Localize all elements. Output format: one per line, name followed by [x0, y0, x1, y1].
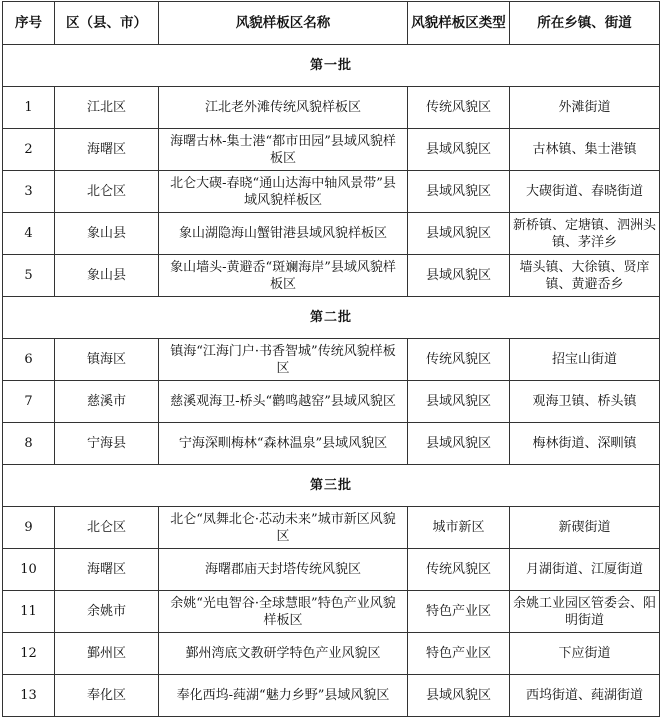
cell-district: 慈溪市	[55, 381, 159, 423]
cell-zone-type: 特色产业区	[408, 633, 510, 675]
cell-no: 12	[3, 633, 55, 675]
header-no: 序号	[3, 2, 55, 45]
table-row	[3, 87, 660, 129]
cell-no: 9	[3, 507, 55, 549]
cell-no: 2	[3, 129, 55, 171]
cell-town: 外滩街道	[510, 87, 660, 129]
cell-town: 墙头镇、大徐镇、贤庠镇、黄避岙乡	[510, 255, 660, 297]
cell-district: 北仑区	[55, 171, 159, 213]
cell-no: 5	[3, 255, 55, 297]
cell-town: 新桥镇、定塘镇、泗洲头镇、茅洋乡	[510, 213, 660, 255]
table-row	[3, 507, 660, 549]
cell-no: 3	[3, 171, 55, 213]
cell-no: 6	[3, 339, 55, 381]
table-row	[3, 213, 660, 255]
header-zone-type: 风貌样板区类型	[408, 2, 510, 45]
cell-district: 江北区	[55, 87, 159, 129]
cell-town: 西坞街道、莼湖街道	[510, 675, 660, 717]
cell-town: 余姚工业园区管委会、阳明街道	[510, 591, 660, 633]
batch-title: 第二批	[3, 297, 660, 339]
batch-row	[3, 465, 660, 507]
header-zone-name: 风貌样板区名称	[159, 2, 408, 45]
cell-zone-type: 县域风貌区	[408, 381, 510, 423]
header-town: 所在乡镇、街道	[510, 2, 660, 45]
cell-district: 象山县	[55, 213, 159, 255]
cell-zone-name: 北仑大碶-春晓“通山达海中轴风景带”县域风貌样板区	[159, 171, 408, 213]
cell-district: 海曙区	[55, 129, 159, 171]
cell-zone-type: 传统风貌区	[408, 87, 510, 129]
demonstration-zone-table	[2, 1, 660, 717]
cell-zone-name: 慈溪观海卫-桥头“鹳鸣越窑”县域风貌区	[159, 381, 408, 423]
cell-zone-name: 余姚“光电智谷·全球慧眼”特色产业风貌样板区	[159, 591, 408, 633]
cell-zone-name: 宁海深甽梅林“森林温泉”县域风貌区	[159, 423, 408, 465]
cell-district: 镇海区	[55, 339, 159, 381]
cell-zone-type: 县域风貌区	[408, 675, 510, 717]
cell-zone-type: 县域风貌区	[408, 423, 510, 465]
cell-town: 观海卫镇、桥头镇	[510, 381, 660, 423]
cell-zone-name: 镇海“江海门户·书香智城”传统风貌样板区	[159, 339, 408, 381]
cell-town: 招宝山街道	[510, 339, 660, 381]
cell-zone-type: 城市新区	[408, 507, 510, 549]
table-row	[3, 549, 660, 591]
cell-zone-type: 特色产业区	[408, 591, 510, 633]
cell-town: 月湖街道、江厦街道	[510, 549, 660, 591]
cell-district: 北仑区	[55, 507, 159, 549]
batch-title: 第一批	[3, 45, 660, 87]
table-row	[3, 129, 660, 171]
cell-no: 7	[3, 381, 55, 423]
cell-town: 梅林街道、深甽镇	[510, 423, 660, 465]
cell-no: 8	[3, 423, 55, 465]
table-row	[3, 591, 660, 633]
cell-district: 海曙区	[55, 549, 159, 591]
cell-zone-type: 县域风貌区	[408, 171, 510, 213]
cell-zone-type: 县域风貌区	[408, 129, 510, 171]
batch-row	[3, 297, 660, 339]
cell-town: 大碶街道、春晓街道	[510, 171, 660, 213]
cell-zone-type: 县域风貌区	[408, 255, 510, 297]
cell-town: 下应街道	[510, 633, 660, 675]
batch-title: 第三批	[3, 465, 660, 507]
cell-town: 新碶街道	[510, 507, 660, 549]
cell-zone-name: 海曙郡庙天封塔传统风貌区	[159, 549, 408, 591]
table-row	[3, 423, 660, 465]
cell-no: 1	[3, 87, 55, 129]
cell-zone-name: 奉化西坞-莼湖“魅力乡野”县域风貌区	[159, 675, 408, 717]
table-row	[3, 339, 660, 381]
cell-zone-name: 北仑“凤舞北仑·芯动未来”城市新区风貌区	[159, 507, 408, 549]
table-row	[3, 675, 660, 717]
cell-no: 10	[3, 549, 55, 591]
cell-zone-name: 象山墙头-黄避岙“斑斓海岸”县域风貌样板区	[159, 255, 408, 297]
cell-zone-name: 海曙古林-集士港“都市田园”县域风貌样板区	[159, 129, 408, 171]
batch-row	[3, 45, 660, 87]
table-row	[3, 171, 660, 213]
cell-no: 11	[3, 591, 55, 633]
cell-zone-type: 传统风貌区	[408, 339, 510, 381]
cell-district: 宁海县	[55, 423, 159, 465]
cell-district: 象山县	[55, 255, 159, 297]
table-row	[3, 381, 660, 423]
cell-district: 余姚市	[55, 591, 159, 633]
cell-no: 4	[3, 213, 55, 255]
header-row	[3, 2, 660, 45]
cell-zone-type: 传统风貌区	[408, 549, 510, 591]
cell-no: 13	[3, 675, 55, 717]
cell-zone-name: 江北老外滩传统风貌样板区	[159, 87, 408, 129]
cell-town: 古林镇、集士港镇	[510, 129, 660, 171]
cell-zone-name: 象山湖隐海山蟹钳港县域风貌样板区	[159, 213, 408, 255]
table-row	[3, 255, 660, 297]
cell-district: 奉化区	[55, 675, 159, 717]
cell-district: 鄞州区	[55, 633, 159, 675]
cell-zone-name: 鄞州湾底文教研学特色产业风貌区	[159, 633, 408, 675]
cell-zone-type: 县域风貌区	[408, 213, 510, 255]
table-row	[3, 633, 660, 675]
header-district: 区（县、市）	[55, 2, 159, 45]
